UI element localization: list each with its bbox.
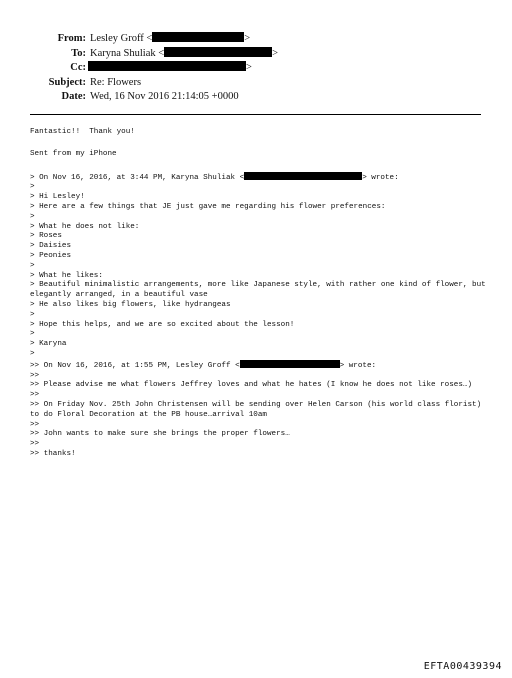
body-line: >> [30, 371, 40, 380]
quote-header-line: >> On Nov 16, 2016, at 1:55 PM, Lesley Groff < > wrote: [30, 361, 377, 370]
quote-header-line: > On Nov 16, 2016, at 3:44 PM, Karyna Shuliak < > wrote: [30, 173, 399, 182]
body-line: > He also likes big flowers, like hydrangeas [30, 300, 231, 309]
body-line: >> John wants to make sure she brings the proper flowers… [30, 430, 290, 439]
header-divider [30, 114, 481, 115]
date-value: Wed, 16 Nov 2016 21:14:05 +0000 [90, 91, 239, 102]
body-line: > [30, 261, 35, 270]
body-line: > What he does not like: [30, 222, 140, 231]
body-line: > Roses [30, 232, 62, 241]
body-line: > Peonies [30, 251, 72, 260]
to-value: Karyna Shuliak < [90, 47, 165, 59]
body-line: > Daisies [30, 242, 72, 251]
body-line: > Hi Lesley! [30, 193, 85, 202]
body-line: > [30, 183, 35, 192]
redaction-bar [152, 32, 244, 42]
redaction-bar [244, 172, 362, 180]
body-line: >> Please advise me what flowers Jeffrey loves and what he hates (I know he does not like roses…) [30, 381, 473, 390]
from-value: Lesley Groff < [90, 33, 153, 44]
redaction-bar [88, 61, 246, 71]
body-line: > [30, 349, 35, 358]
body-line: >> On Friday Nov. 25th John Christensen will be sending over Helen Carson (his world class florist) to do Floral Decoration at the PB house…arrival 10am [30, 400, 486, 419]
body-line: > Hope this helps, and we are so excited about the lesson! [30, 320, 295, 329]
body-line: >> [30, 440, 40, 449]
body-line: >> [30, 420, 40, 429]
subject-value: Re: Flowers [90, 76, 142, 88]
body-line: >> [30, 391, 40, 400]
body-line: > [30, 310, 35, 319]
to-label: To: [71, 47, 86, 59]
cc-close: > [246, 62, 252, 73]
redaction-bar [240, 360, 340, 368]
cc-label: Cc: [70, 62, 86, 73]
to-close: > [272, 47, 279, 59]
document-id: EFTA00439394 [423, 661, 502, 672]
body-line: > [30, 330, 35, 339]
body-line: >> thanks! [30, 449, 76, 458]
redaction-bar [164, 47, 272, 57]
date-label: Date: [61, 91, 86, 102]
body-line: Sent from my iPhone [30, 149, 117, 158]
body-line: > Beautiful minimalistic arrangements, more like Japanese style, with rather one kind of flower, but elegantly arranged, in a beautiful vase [30, 281, 491, 300]
from-close: > [244, 33, 251, 44]
body-line: > What he likes: [30, 271, 103, 280]
from-label: From: [57, 33, 86, 44]
subject-label: Subject: [48, 76, 86, 88]
body-line: Fantastic!! Thank you! [30, 128, 135, 136]
body-line: > Karyna [30, 340, 67, 349]
email-body [30, 128, 491, 460]
body-line: > Here are a few things that JE just gave me regarding his flower preferences: [30, 202, 386, 211]
body-line: > [30, 212, 35, 221]
